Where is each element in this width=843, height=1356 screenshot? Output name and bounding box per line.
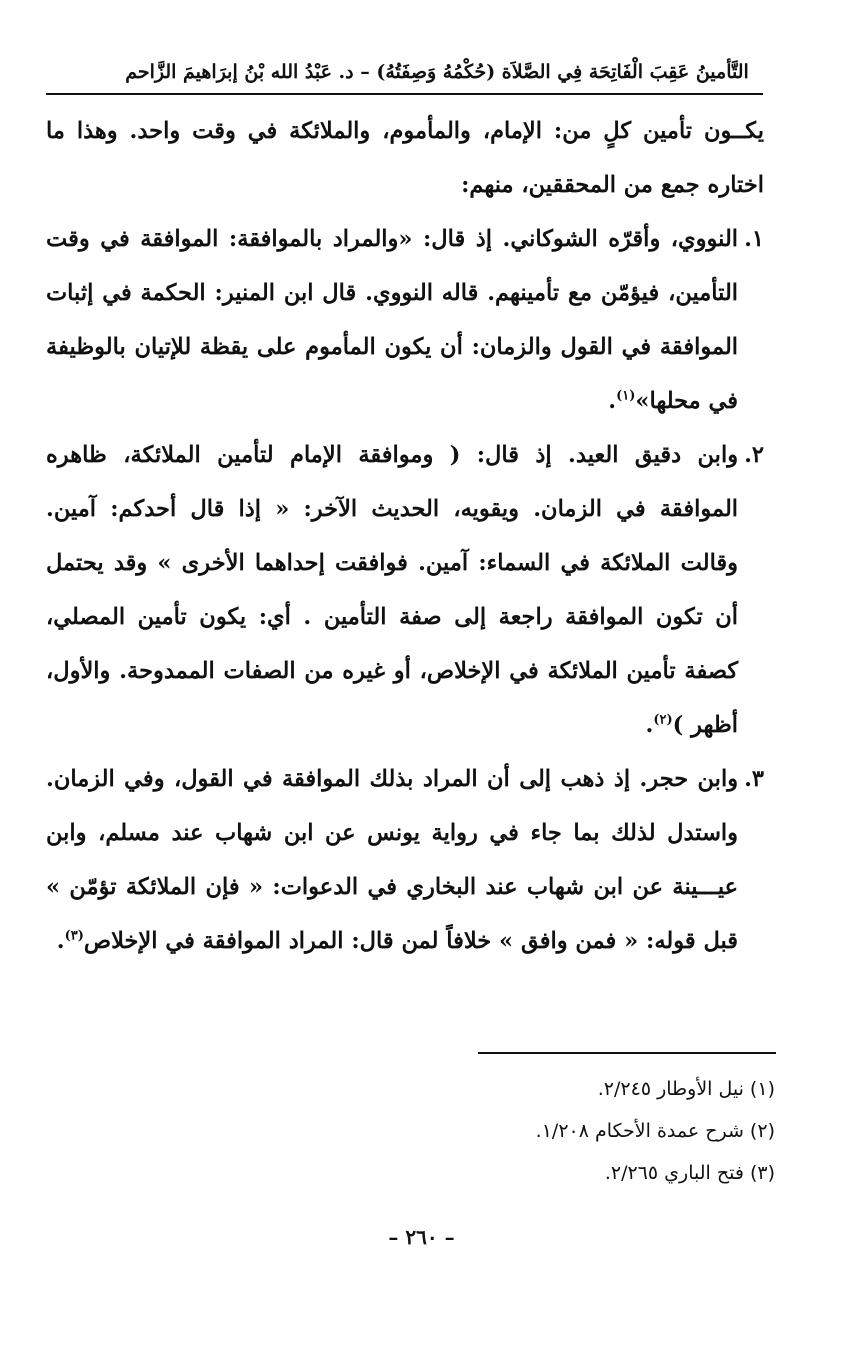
list-item (46, 212, 764, 428)
list-item-text: وابن دقيق العيد. إذ قال: ( وموافقة الإمام لتأمين الملائكة، ظاهره الموافقة في الزمان. ويقويه، الحديث الآخر: « إذا قال أحدكم: آمين. وقالت الملائكة في السماء: آمين. فوافقت إحداهما الأخرى » وقد يحتمل أن تكون الموافقة راجعة إلى صفة التأمين . أي: يكون تأمين المصلي، كصفة تأمين الملائكة في الإخلاص، أو غيره من الصفات الممدوحة. والأول، أظهر )$^{(٢)}$. (46, 442, 739, 738)
footnote-marker: (٢) (653, 712, 673, 728)
list-item-text: وابن حجر. إذ ذهب إلى أن المراد بذلك الموافقة في القول، وفي الزمان. واستدل لذلك بما جاء في رواية يونس عن ابن شهاب عند مسلم، وابن عيـــينة عن ابن شهاب عند البخاري في الدعوات: « فإن الملائكة تؤمّن » قبل قوله: « فمن وافق » خلافاً لمن قال: المراد الموافقة في الإخلاص$^{(٣)}$. (46, 766, 739, 954)
running-header: التَّأمينُ عَقِبَ الْفَاتِحَة فِي الصَّلاَة (حُكْمُهُ وَصِفَتُهُ) – د. عَبْدُ الله بْنُ إبرَاهيمَ الزَّاحم (125, 61, 749, 83)
footnote-divider (478, 1052, 776, 1054)
list-item-number: ٣. (744, 766, 764, 792)
intro-paragraph: يكــون تأمين كلٍ من: الإمام، والمأموم، والملائكة في وقت واحد. وهذا ما اختاره جمع من المحققين، منهم: (46, 118, 764, 198)
list-item-text: النووي، وأقرّه الشوكاني. إذ قال: «والمراد بالموافقة: الموافقة في وقت التأمين، فيؤمّن مع تأمينهم. قاله النووي. قال ابن المنير: الحكمة في إثبات الموافقة في القول والزمان: أن يكون المأموم على يقظة للإتيان بالوظيفة في محلها»$^{(١)}$. (46, 226, 739, 414)
footnote: (١) نيل الأوطار ٢/٢٤٥. (597, 1078, 775, 1100)
footnotes (360, 1068, 775, 1194)
header-divider (46, 93, 763, 95)
main-text (46, 104, 764, 968)
list-item-body: النووي، وأقرّه الشوكاني. إذ قال: «والمراد بالموافقة: الموافقة في وقت التأمين، فيؤمّن مع تأمينهم. قاله النووي. قال ابن المنير: الحكمة في إثبات الموافقة في القول والزمان: أن يكون المأموم على يقظة للإتيان بالوظيفة في محلها» (46, 226, 739, 414)
list-item-body: وابن حجر. إذ ذهب إلى أن المراد بذلك الموافقة في القول، وفي الزمان. واستدل لذلك بما جاء في رواية يونس عن ابن شهاب عند مسلم، وابن عيـــينة عن ابن شهاب عند البخاري في الدعوات: « فإن الملائكة تؤمّن » قبل قوله: « فمن وافق » خلافاً لمن قال: المراد الموافقة في الإخلاص (46, 766, 739, 954)
list-item-body: وابن دقيق العيد. إذ قال: ( وموافقة الإمام لتأمين الملائكة، ظاهره الموافقة في الزمان. ويقويه، الحديث الآخر: « إذا قال أحدكم: آمين. وقالت الملائكة في السماء: آمين. فوافقت إحداهما الأخرى » وقد يحتمل أن تكون الموافقة راجعة إلى صفة التأمين . أي: يكون تأمين المصلي، كصفة تأمين الملائكة في الإخلاص، أو غيره من الصفات الممدوحة. والأول، أظهر ) (46, 442, 739, 738)
list-item (46, 428, 764, 752)
list-item-number: ٢. (744, 442, 764, 468)
footnote-marker: (٣) (64, 928, 84, 944)
footnote-marker: (١) (616, 388, 636, 404)
footnote: (٢) شرح عمدة الأحكام ١/٢٠٨. (535, 1120, 775, 1142)
page-number: – ٢٦٠ – (388, 1225, 455, 1249)
footnote: (٣) فتح الباري ٢/٢٦٥. (604, 1162, 775, 1184)
list-item (46, 752, 764, 968)
list-item-number: ١. (744, 226, 764, 252)
